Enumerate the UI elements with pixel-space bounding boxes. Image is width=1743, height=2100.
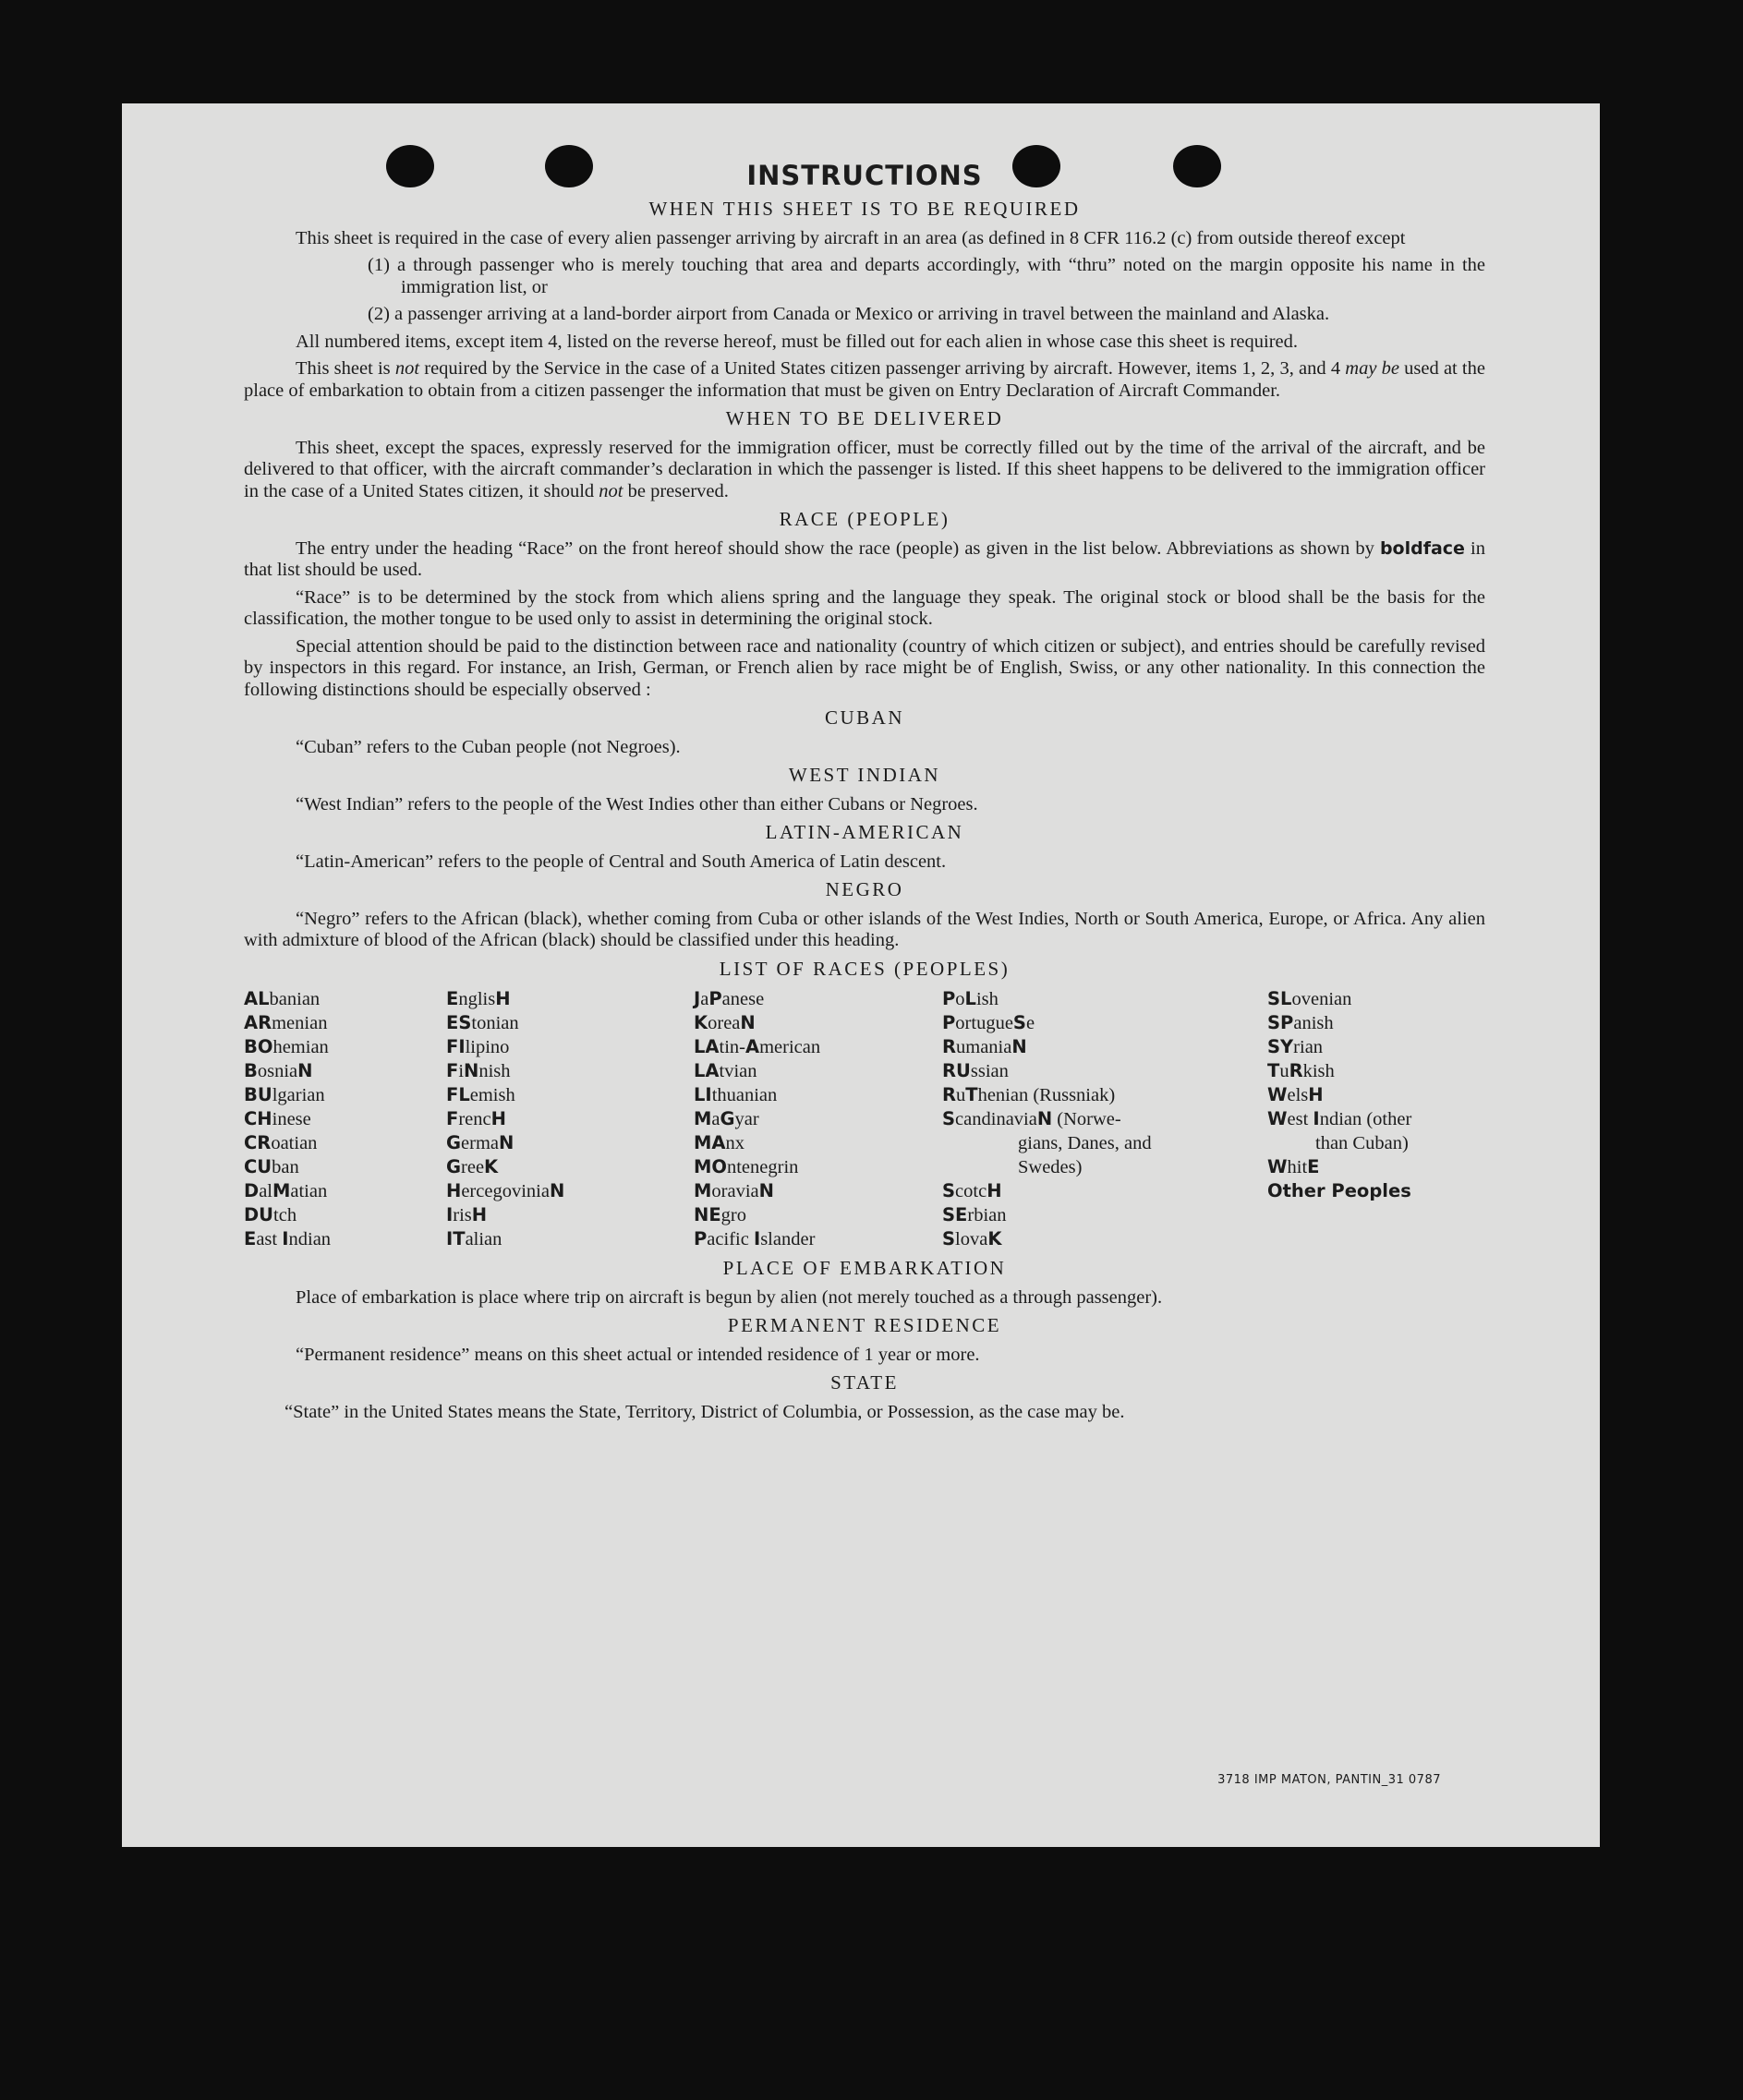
race-entry: EStonian: [446, 1012, 519, 1033]
race-entry: East Indian: [244, 1228, 332, 1249]
race-entry: BUlgarian: [244, 1084, 325, 1105]
race-entry: than Cuban): [1315, 1133, 1409, 1153]
race-entry: LIthuanian: [694, 1084, 778, 1105]
race-entry: RumaniaN: [942, 1036, 1027, 1057]
race-entry: IrisH: [446, 1204, 488, 1225]
race-entry: SLovenian: [1267, 988, 1352, 1009]
required-item-2: (2) a passenger arriving at a land-border airport from Canada or Mexico or arriving in travel between the mainland and Alaska.: [368, 304, 1330, 324]
race-entry: ARmenian: [244, 1012, 328, 1033]
heading-latin-american: LATIN-AMERICAN: [765, 821, 964, 843]
required-paragraph-1: This sheet is required in the case of every alien passenger arriving by aircraft in an area (as defined in 8 CFR 116.2 (c) from outside thereof except: [296, 227, 1406, 248]
race-entry: MOntenegrin: [694, 1156, 799, 1177]
race-entry: GermaN: [446, 1132, 514, 1153]
race-entry: Pacific Islander: [694, 1228, 816, 1249]
heading-list-of-races: LIST OF RACES (PEOPLES): [719, 957, 1011, 980]
race-entry: RuThenian (Russniak): [942, 1084, 1116, 1105]
race-entry: LAtin-American: [694, 1036, 821, 1057]
races-column: [446, 987, 694, 1251]
race-entry: Swedes): [1018, 1157, 1083, 1177]
state-text: “State” in the United States means the State, Territory, District of Columbia, or Possession, as the case may be.: [284, 1401, 1125, 1422]
races-list: [244, 987, 1485, 1251]
race-entry: WhitE: [1267, 1156, 1320, 1177]
race-entry: SPanish: [1267, 1012, 1334, 1033]
race-entry: RUssian: [942, 1060, 1009, 1081]
race-entry: FiNnish: [446, 1060, 511, 1081]
race-entry: ScotcH: [942, 1180, 1002, 1201]
negro-text: “Negro” refers to the African (black), whether coming from Cuba or other islands of the West Indies, North or South America, Europe, or Africa. Any alien with admixture of blood of the African (black) should be classified under this heading.: [244, 908, 1485, 950]
race-entry: FIlipino: [446, 1036, 510, 1057]
race-entry: SlovaK: [942, 1228, 1002, 1249]
race-entry: CRoatian: [244, 1132, 318, 1153]
race-entry: Other Peoples: [1267, 1180, 1411, 1201]
races-column: [942, 987, 1267, 1251]
heading-embarkation: PLACE OF EMBARKATION: [722, 1257, 1007, 1279]
residence-text: “Permanent residence” means on this sheet actual or intended residence of 1 year or more.: [296, 1344, 980, 1365]
heading-west-indian: WEST INDIAN: [788, 764, 941, 786]
race-entry: GreeK: [446, 1156, 499, 1177]
required-paragraph-3: This sheet is not required by the Service in the case of a United States citizen passenger arriving by aircraft. However, items 1, 2, 3, and 4 may be used at the place of embarkation to obtain from a citizen passenger the information that must be given on Entry Declaration of Aircraft Commander.: [244, 358, 1485, 401]
race-entry: DUtch: [244, 1204, 297, 1225]
race-entry: HercegoviniaN: [446, 1180, 565, 1201]
required-paragraph-2: All numbered items, except item 4, listed on the reverse hereof, must be filled out for each alien in whose case this sheet is required.: [296, 331, 1299, 352]
race-entry: ITalian: [446, 1228, 502, 1249]
race-entry: MAnx: [694, 1132, 744, 1153]
races-column: [1267, 987, 1485, 1251]
race-entry: West Indian (other: [1267, 1108, 1412, 1129]
cuban-text: “Cuban” refers to the Cuban people (not Negroes).: [296, 736, 681, 757]
heading-race: RACE (PEOPLE): [779, 508, 950, 530]
race-entry: PortugueSe: [942, 1012, 1035, 1033]
race-entry: NEgro: [694, 1204, 746, 1225]
race-paragraph-1: The entry under the heading “Race” on the front hereof should show the race (people) as given in the list below. Abbreviations as shown by boldface in that list should be used.: [244, 537, 1485, 580]
required-item-1: (1) a through passenger who is merely touching that area and departs accordingly, with “thru” noted on the margin opposite his name in the immigration list, or: [368, 255, 1485, 297]
heading-negro: NEGRO: [825, 878, 904, 900]
race-entry: SErbian: [942, 1204, 1007, 1225]
race-entry: FLemish: [446, 1084, 515, 1105]
page-title: INSTRUCTIONS: [746, 160, 983, 191]
embarkation-text: Place of embarkation is place where trip on aircraft is begun by alien (not merely touched as a through passenger).: [296, 1286, 1163, 1308]
document-sheet: [122, 103, 1600, 1847]
race-entry: LAtvian: [694, 1060, 757, 1081]
race-entry: FrencH: [446, 1108, 506, 1129]
race-paragraph-2: “Race” is to be determined by the stock from which aliens spring and the language they speak. The original stock or blood shall be the basis for the classification, the mother tongue to be used only to assist in determining the original stock.: [244, 586, 1485, 629]
race-entry: JaPanese: [694, 988, 765, 1009]
race-entry: CUban: [244, 1156, 299, 1177]
heading-delivered: WHEN TO BE DELIVERED: [725, 407, 1004, 429]
race-entry: WelsH: [1267, 1084, 1324, 1105]
race-entry: SYrian: [1267, 1036, 1324, 1057]
heading-residence: PERMANENT RESIDENCE: [727, 1314, 1002, 1336]
form-number: 3718 IMP MATON, PANTIN_31 0787: [1217, 1773, 1441, 1787]
race-entry: TuRkish: [1267, 1060, 1335, 1081]
race-entry: ALbanian: [244, 988, 321, 1009]
west-indian-text: “West Indian” refers to the people of the West Indies other than either Cubans or Negroes.: [296, 793, 978, 815]
heading-required: WHEN THIS SHEET IS TO BE REQUIRED: [648, 198, 1081, 220]
delivered-paragraph: This sheet, except the spaces, expressly reserved for the immigration officer, must be correctly filled out by the time of the arrival of the aircraft, and be delivered to that officer, with the aircraft commander’s declaration in which the passenger is listed. If this sheet happens to be delivered to the immigration officer in the case of a United States citizen, it should not be preserved.: [244, 437, 1485, 501]
race-entry: ScandinaviaN (Norwe-: [942, 1108, 1121, 1129]
race-entry: KoreaN: [694, 1012, 756, 1033]
race-entry: EnglisH: [446, 988, 511, 1009]
race-entry: DalMatian: [244, 1180, 328, 1201]
race-entry: BosniaN: [244, 1060, 313, 1081]
heading-state: STATE: [830, 1371, 899, 1394]
race-entry: MaGyar: [694, 1108, 759, 1129]
race-paragraph-3: Special attention should be paid to the distinction between race and nationality (country of which citizen or subject), and entries should be carefully revised by inspectors in this regard. For instance, an Irish, German, or French alien by race might be of English, Swiss, or any other nationality. In this connection the following distinctions should be especially observed :: [244, 635, 1485, 700]
race-entry: MoraviaN: [694, 1180, 774, 1201]
race-entry: PoLish: [942, 988, 999, 1009]
heading-cuban: CUBAN: [824, 706, 904, 729]
latin-american-text: “Latin-American” refers to the people of Central and South America of Latin descent.: [296, 851, 947, 872]
races-column: [244, 987, 446, 1251]
race-entry: CHinese: [244, 1108, 311, 1129]
race-entry: gians, Danes, and: [1018, 1133, 1152, 1153]
instructions-content: [244, 159, 1485, 1429]
races-column: [694, 987, 942, 1251]
race-entry: BOhemian: [244, 1036, 329, 1057]
